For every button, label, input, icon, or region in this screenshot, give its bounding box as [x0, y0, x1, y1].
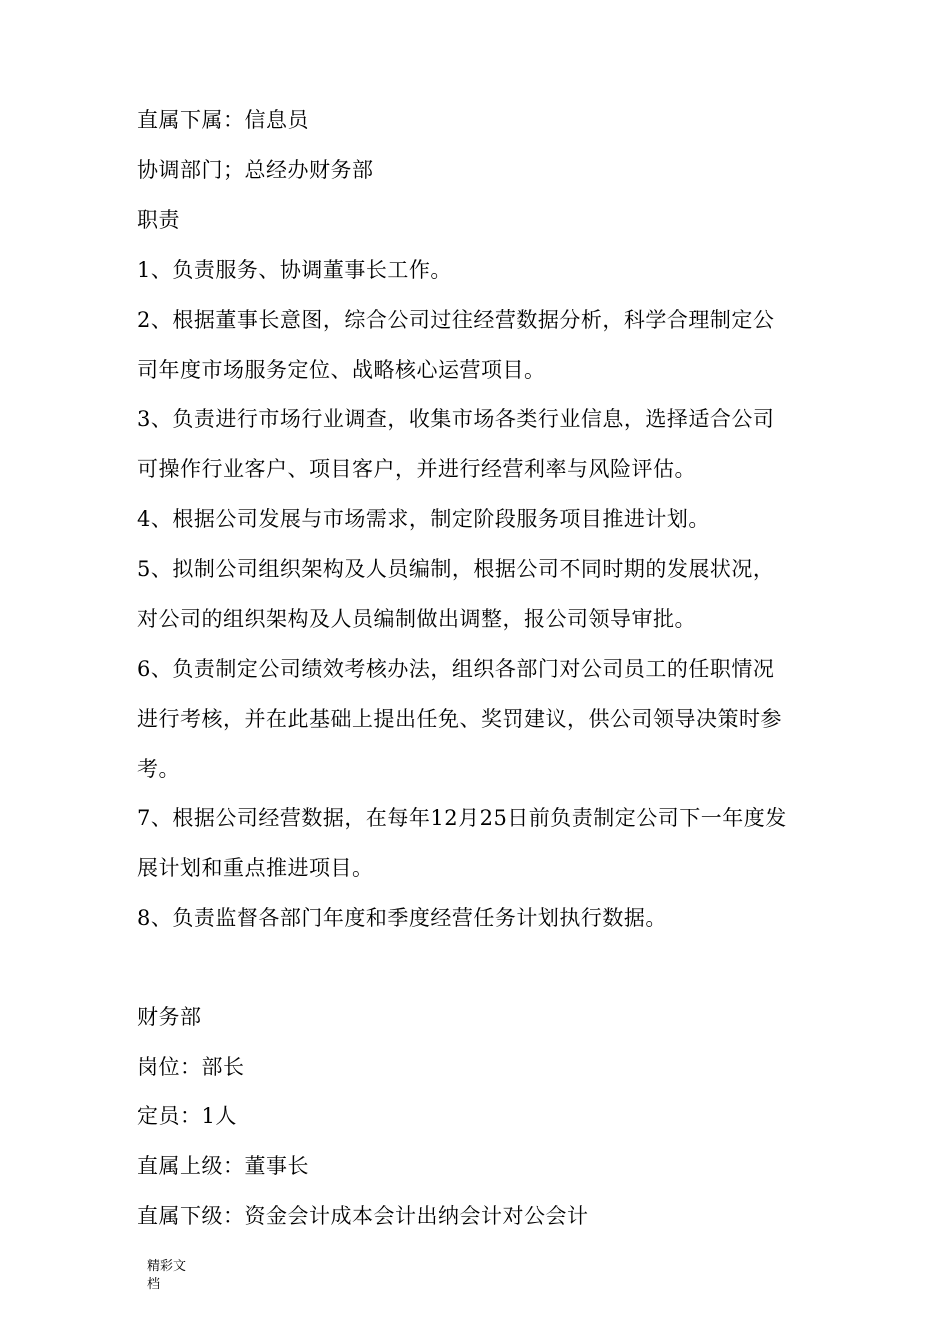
duty-5-line-1: 5、拟制公司组织架构及人员编制，根据公司不同时期的发展状况，: [137, 557, 775, 581]
duty-6-line-3: 考。: [137, 757, 180, 781]
duty-7-line-1: 7、根据公司经营数据，在每年12月25日前负责制定公司下一年度发: [137, 806, 787, 830]
footer-watermark: [147, 1258, 195, 1294]
duty-6-line-1: 6、负责制定公司绩效考核办法，组织各部门对公司员工的任职情况: [137, 657, 775, 681]
duties-heading: 职责: [137, 208, 180, 232]
footer-line-1: 精彩文: [147, 1259, 187, 1274]
duty-4: 4、根据公司发展与市场需求，制定阶段服务项目推进计划。: [137, 507, 710, 531]
duty-2-line-2: 司年度市场服务定位、战略核心运营项目。: [137, 358, 546, 382]
duty-5-line-2: 对公司的组织架构及人员编制做出调整，报公司领导审批。: [137, 607, 696, 631]
duty-6-line-2: 进行考核，并在此基础上提出任免、奖罚建议，供公司领导决策时参: [137, 707, 782, 731]
duty-1: 1、负责服务、协调董事长工作。: [137, 258, 452, 282]
finance-department-heading: 财务部: [137, 1005, 202, 1029]
duty-8: 8、负责监督各部门年度和季度经营任务计划执行数据。: [137, 906, 667, 930]
direct-superior-line: 直属上级：董事长: [137, 1154, 309, 1178]
duty-7-line-2: 展计划和重点推进项目。: [137, 856, 374, 880]
footer-line-2: 档: [147, 1277, 161, 1292]
subordinate-line: 直属下属：信息员: [137, 108, 309, 132]
duty-3-line-2: 可操作行业客户、项目客户，并进行经营利率与风险评估。: [137, 457, 696, 481]
headcount-line: 定员：1人: [137, 1104, 237, 1128]
duty-2-line-1: 2、根据董事长意图，综合公司过往经营数据分析，科学合理制定公: [137, 308, 775, 332]
direct-subordinates-line: 直属下级：资金会计成本会计出纳会计对公会计: [137, 1204, 589, 1228]
position-line: 岗位：部长: [137, 1055, 245, 1079]
duty-3-line-1: 3、负责进行市场行业调查，收集市场各类行业信息，选择适合公司: [137, 407, 775, 431]
coordination-line: 协调部门；总经办财务部: [137, 158, 374, 182]
